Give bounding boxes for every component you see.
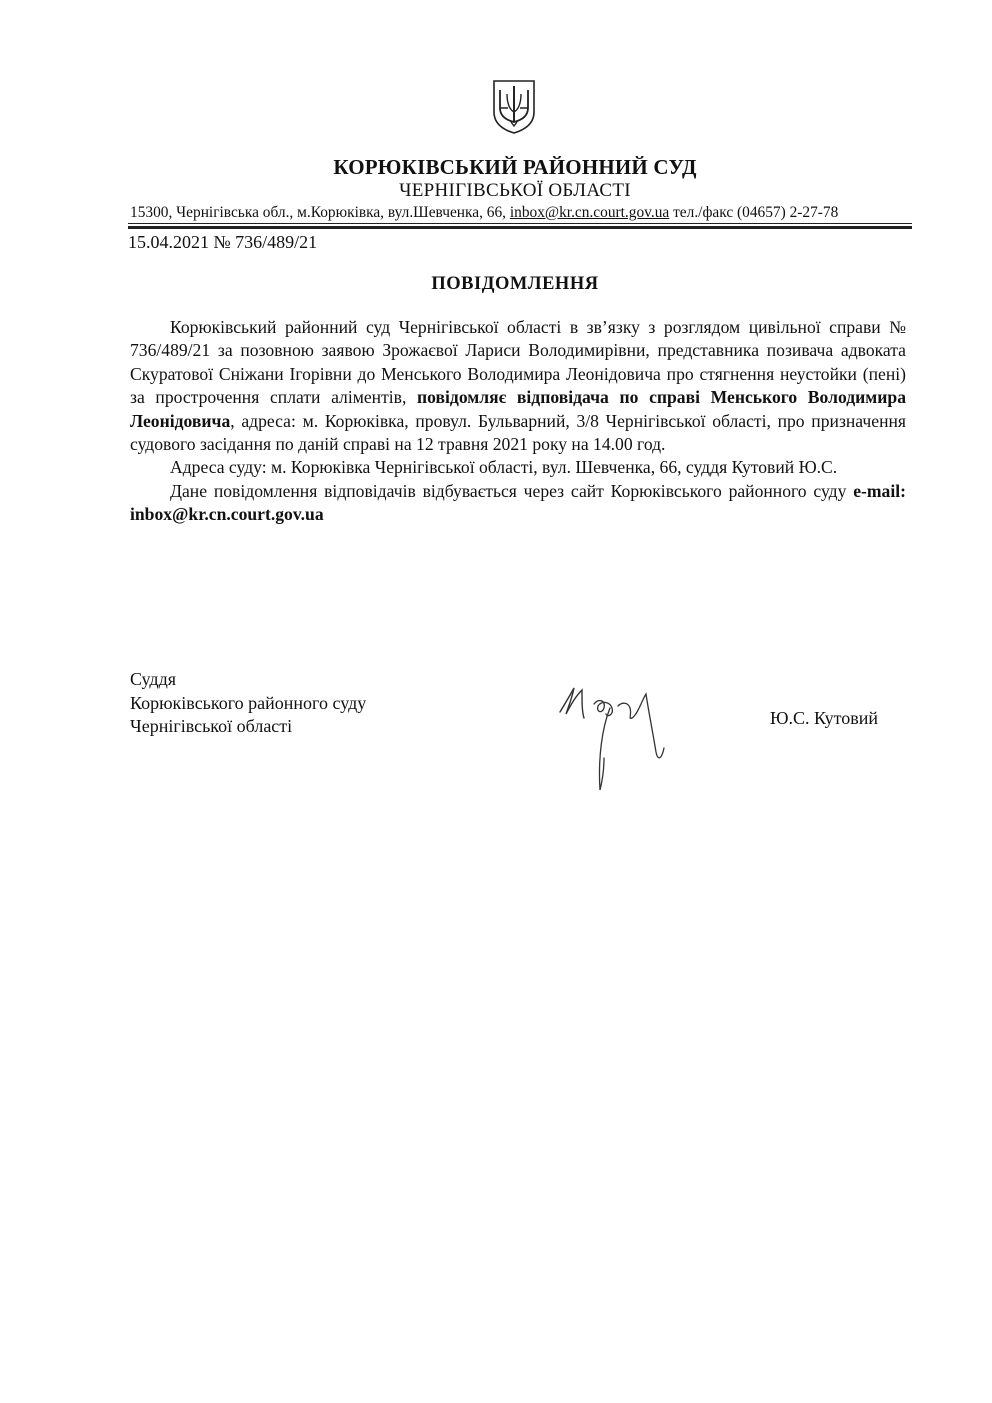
court-address: 15300, Чернігівська обл., м.Корюківка, вул.Шевченка, 66, <box>130 204 510 221</box>
document-reference: 15.04.2021 № 736/489/21 <box>128 232 318 252</box>
header-divider <box>128 223 912 229</box>
signatory-court: Корюківського районного суду <box>130 692 367 713</box>
court-address-paragraph: Адреса суду: м. Корюківка Чернігівської області, вул. Шевченка, 66, суддя Кутовий Ю.С. <box>170 457 838 478</box>
court-address-line <box>130 204 920 222</box>
website-paragraph <box>130 480 906 527</box>
signatory-title: Суддя <box>130 669 177 689</box>
court-phone: тел./факс (04657) 2-27-78 <box>669 204 839 221</box>
paragraph-text: Корюківський районний суд Чернігівської області в зв’язку з розглядом цивільної справи № 736/489/21 за позовною заявою Зрожаєвої Лариси Володимирівни, представника позивача адвоката Скуратової Сніжани Ігорівни до Менського Володимира Леонідовича про стягнення неустойки (пені) за прострочення сплати аліментів, <box>130 317 906 408</box>
paragraph-text: , адреса: м. Корюківка, провул. Бульварний, 3/8 Чернігівської області, про призначення судового засідання по даній справі на 12 травня 2021 року на 14.00 год. <box>130 410 906 455</box>
signatory-block <box>130 668 366 739</box>
court-email-link[interactable]: inbox@kr.cn.court.gov.ua <box>509 204 670 221</box>
signer-name: Ю.С. Кутовий <box>770 708 879 728</box>
notice-paragraph <box>130 316 906 456</box>
paragraph-text: Дане повідомлення відповідачів відбувається через сайт Корюківського районного суду <box>170 480 854 501</box>
signatory-region: Чернігівської області <box>130 716 293 736</box>
paragraph-bold-text: повідомляє відповідача по справі Менського Володимира Леонідовича <box>130 387 906 431</box>
document-title: ПОВІДОМЛЕННЯ <box>431 274 599 294</box>
handwritten-signature-icon <box>552 678 672 798</box>
court-region: ЧЕРНІГІВСЬКОЇ ОБЛАСТІ <box>399 180 631 201</box>
trident-coat-of-arms-icon <box>490 78 538 134</box>
court-name: КОРЮКІВСЬКИЙ РАЙОННИЙ СУД <box>333 155 697 179</box>
court-email-bold: e-mail: inbox@kr.cn.court.gov.ua <box>130 480 906 525</box>
notice-body <box>130 316 906 527</box>
